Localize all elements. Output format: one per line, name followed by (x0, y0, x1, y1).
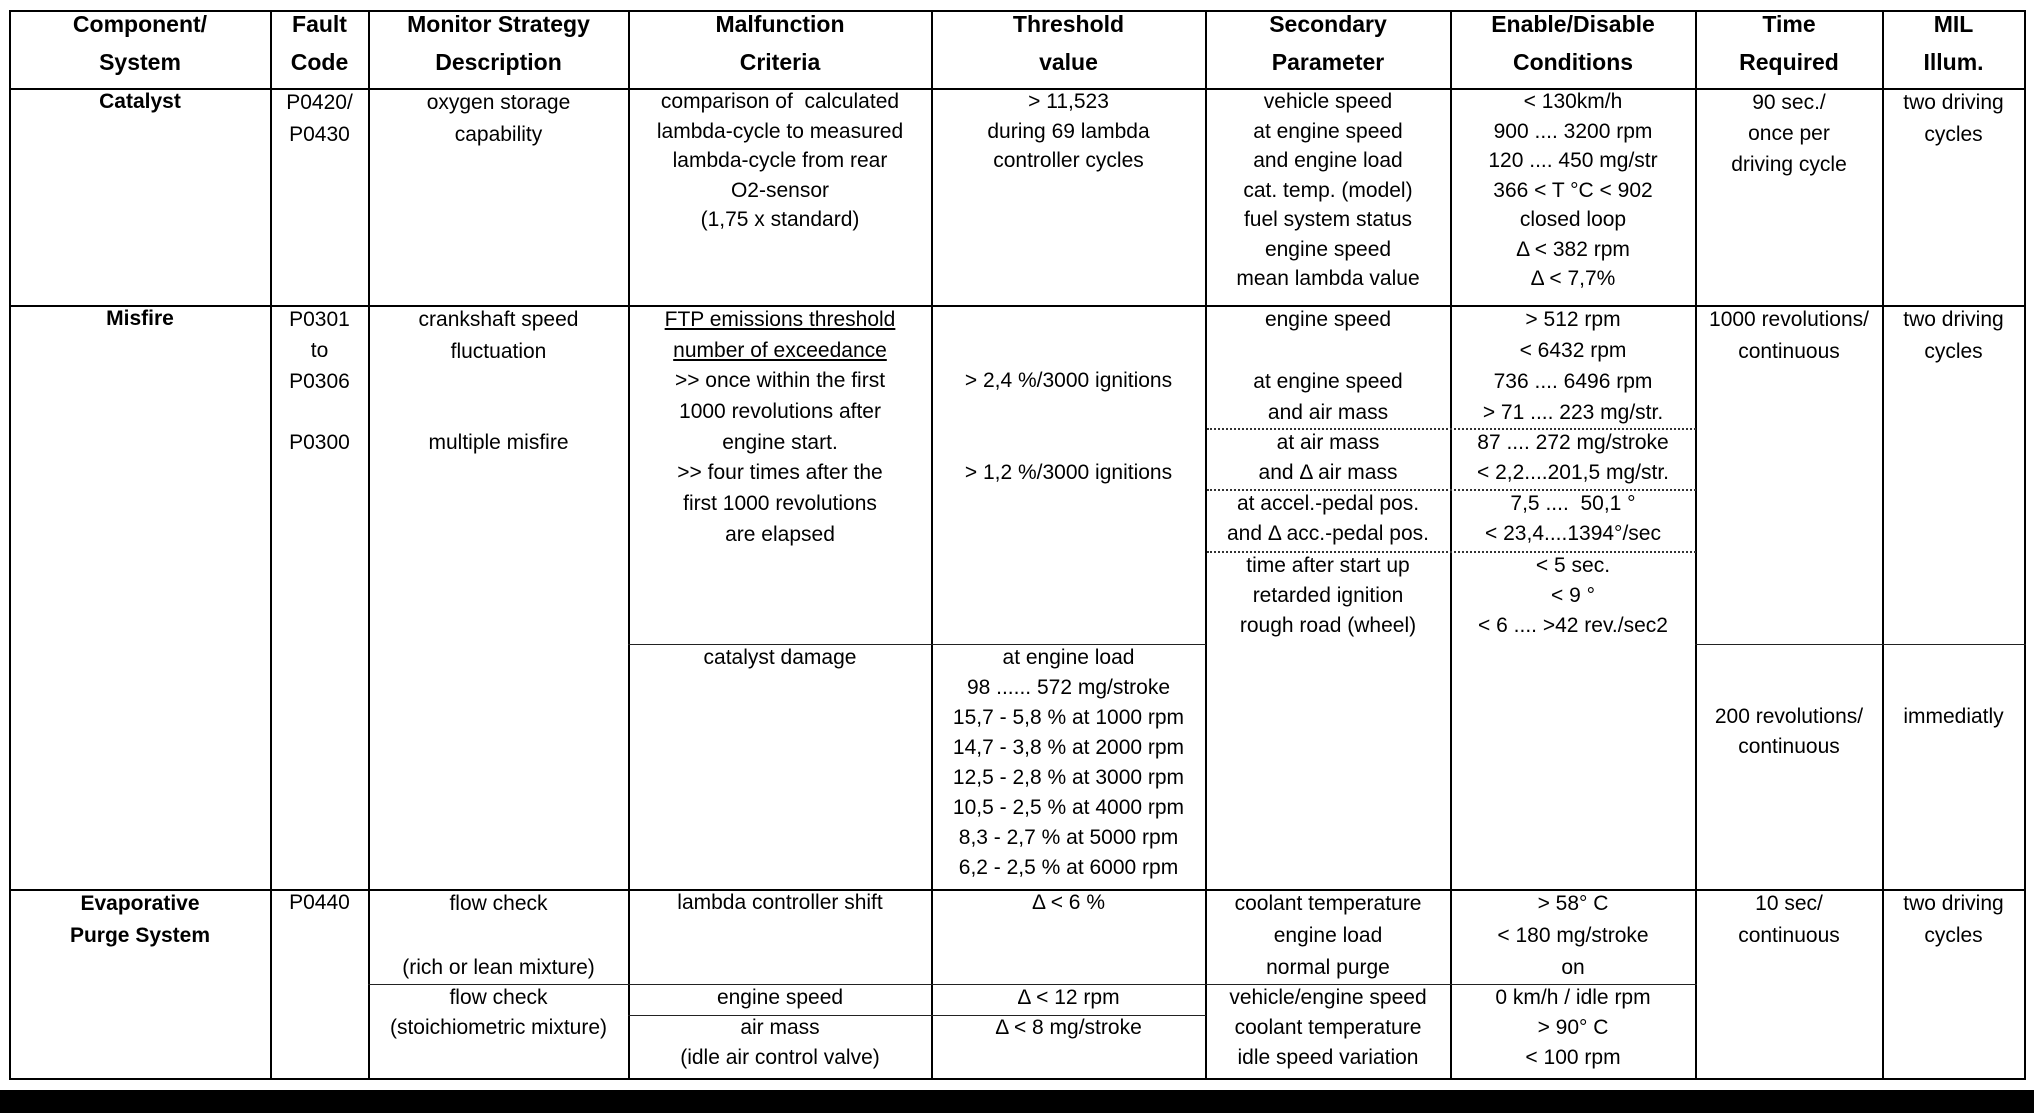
misfire-threshold-damage: at engine load 98 ...... 572 mg/stroke 15,7 - 5,8 % at 1000 rpm 14,7 - 3,8 % at 2000 rpm 12,5 - 2,8 % at 3000 rpm 10,5 - 2,5 % at 4000 rpm 8,3 - 2,7 % at 5000 rpm 6,2 - 2,5 % at 6000 rpm (952, 646, 1185, 879)
misfire-component: Misfire (106, 307, 174, 330)
evap-time: 10 sec/ continuous (1738, 892, 1840, 947)
evap-criteria-3: air mass (idle air control valve) (680, 1016, 880, 1069)
catalyst-monitor: oxygen storage capability (426, 91, 571, 146)
misfire-secondary-2: at air mass and Δ air mass (1258, 431, 1398, 484)
catalyst-component: Catalyst (99, 90, 181, 113)
misfire-time-1: 1000 revolutions/ continuous (1709, 308, 1869, 363)
catalyst-secondary: vehicle speed at engine speed and engine load cat. temp. (model) fuel system status engine speed mean lambda value (1236, 90, 1420, 290)
evap-threshold-3: Δ < 8 mg/stroke (995, 1016, 1142, 1039)
misfire-monitor: crankshaft speed fluctuation (418, 308, 579, 363)
subrow-divider (1695, 644, 2026, 645)
header-conditions: Enable/Disable Conditions (1491, 11, 1655, 75)
catalyst-mil: two driving cycles (1903, 91, 2004, 146)
evap-secondary-1: coolant temperature engine load normal purge (1234, 892, 1422, 979)
misfire-conditions-3: 7,5 .... 50,1 ° < 23,4....1394°/sec (1485, 492, 1661, 545)
catalyst-time: 90 sec./ once per driving cycle (1731, 91, 1847, 176)
catalyst-criteria: comparison of calculated lambda-cycle to measured lambda-cycle from rear O2-sensor (1,75 x standard) (656, 90, 904, 231)
misfire-criteria-damage: catalyst damage (703, 646, 857, 669)
evap-monitor-1: flow check (rich or lean mixture) (402, 892, 595, 979)
misfire-fault-code-multiple: P0300 (289, 431, 350, 454)
header-malfunction: Malfunction Criteria (715, 11, 845, 75)
header-secondary: Secondary Parameter (1269, 11, 1387, 75)
evap-threshold-2: Δ < 12 rpm (1017, 986, 1120, 1009)
header-mil: MIL Illum. (1923, 11, 1984, 75)
evap-conditions-2: 0 km/h / idle rpm > 90° C < 100 rpm (1495, 986, 1651, 1069)
misfire-fault-code: P0301 to P0306 (289, 308, 350, 393)
evap-monitor-2: flow check (stoichiometric mixture) (389, 986, 608, 1039)
misfire-threshold-four: > 1,2 %/3000 ignitions (964, 461, 1173, 484)
misfire-conditions-2: 87 .... 272 mg/stroke < 2,2....201,5 mg/str. (1476, 431, 1670, 484)
misfire-conditions-4: < 5 sec. < 9 ° < 6 .... >42 rev./sec2 (1478, 554, 1668, 637)
evap-secondary-2: vehicle/engine speed coolant temperature idle speed variation (1229, 986, 1427, 1069)
catalyst-threshold: > 11,523 during 69 lambda controller cycles (987, 90, 1150, 172)
misfire-secondary-4: time after start up retarded ignition rough road (wheel) (1239, 554, 1417, 637)
evap-mil: two driving cycles (1903, 892, 2004, 947)
evap-conditions-1: > 58° C < 180 mg/stroke on (1497, 892, 1649, 979)
table-bottom-border (9, 1078, 2026, 1080)
misfire-mil-2: immediatly (1903, 705, 2004, 728)
catalyst-conditions: < 130km/h 900 .... 3200 rpm 120 .... 450 mg/str 366 < T °C < 902 closed loop Δ < 382 rpm Δ < 7,7% (1488, 90, 1658, 290)
evap-component: Evaporative Purge System (69, 892, 211, 947)
misfire-criteria-body: >> once within the first 1000 revolutions after engine start. >> four times after the first 1000 revolutions are elapsed (674, 369, 886, 546)
evap-criteria-1: lambda controller shift (677, 891, 883, 914)
header-threshold: Threshold value (1012, 11, 1125, 75)
col-line (2024, 11, 2026, 1080)
misfire-criteria-ftp: FTP emissions threshold (664, 308, 896, 331)
page-bottom-bar (0, 1090, 2034, 1113)
misfire-mil-1: two driving cycles (1903, 308, 2004, 363)
catalyst-fault-code: P0420/ P0430 (286, 91, 353, 146)
misfire-secondary-3: at accel.-pedal pos. and Δ acc.-pedal pos. (1227, 492, 1429, 545)
evap-criteria-2: engine speed (716, 986, 844, 1009)
evap-threshold-1: Δ < 6 % (1032, 891, 1105, 914)
misfire-conditions-1: > 512 rpm < 6432 rpm 736 .... 6496 rpm > 71 .... 223 mg/str. (1482, 308, 1664, 424)
misfire-secondary-1: engine speed at engine speed and air mass (1253, 308, 1403, 424)
header-component: Component/ System (72, 11, 208, 75)
misfire-monitor-multiple: multiple misfire (428, 431, 569, 454)
misfire-criteria-exceed: number of exceedance (673, 339, 887, 362)
header-fault-code: Fault Code (290, 11, 349, 75)
misfire-threshold-once: > 2,4 %/3000 ignitions (964, 369, 1173, 392)
header-time: Time Required (1739, 11, 1839, 75)
header-monitor: Monitor Strategy Description (407, 11, 590, 75)
evap-fault-code: P0440 (289, 891, 350, 914)
misfire-time-2: 200 revolutions/ continuous (1714, 705, 1864, 758)
col-line (270, 11, 272, 1080)
